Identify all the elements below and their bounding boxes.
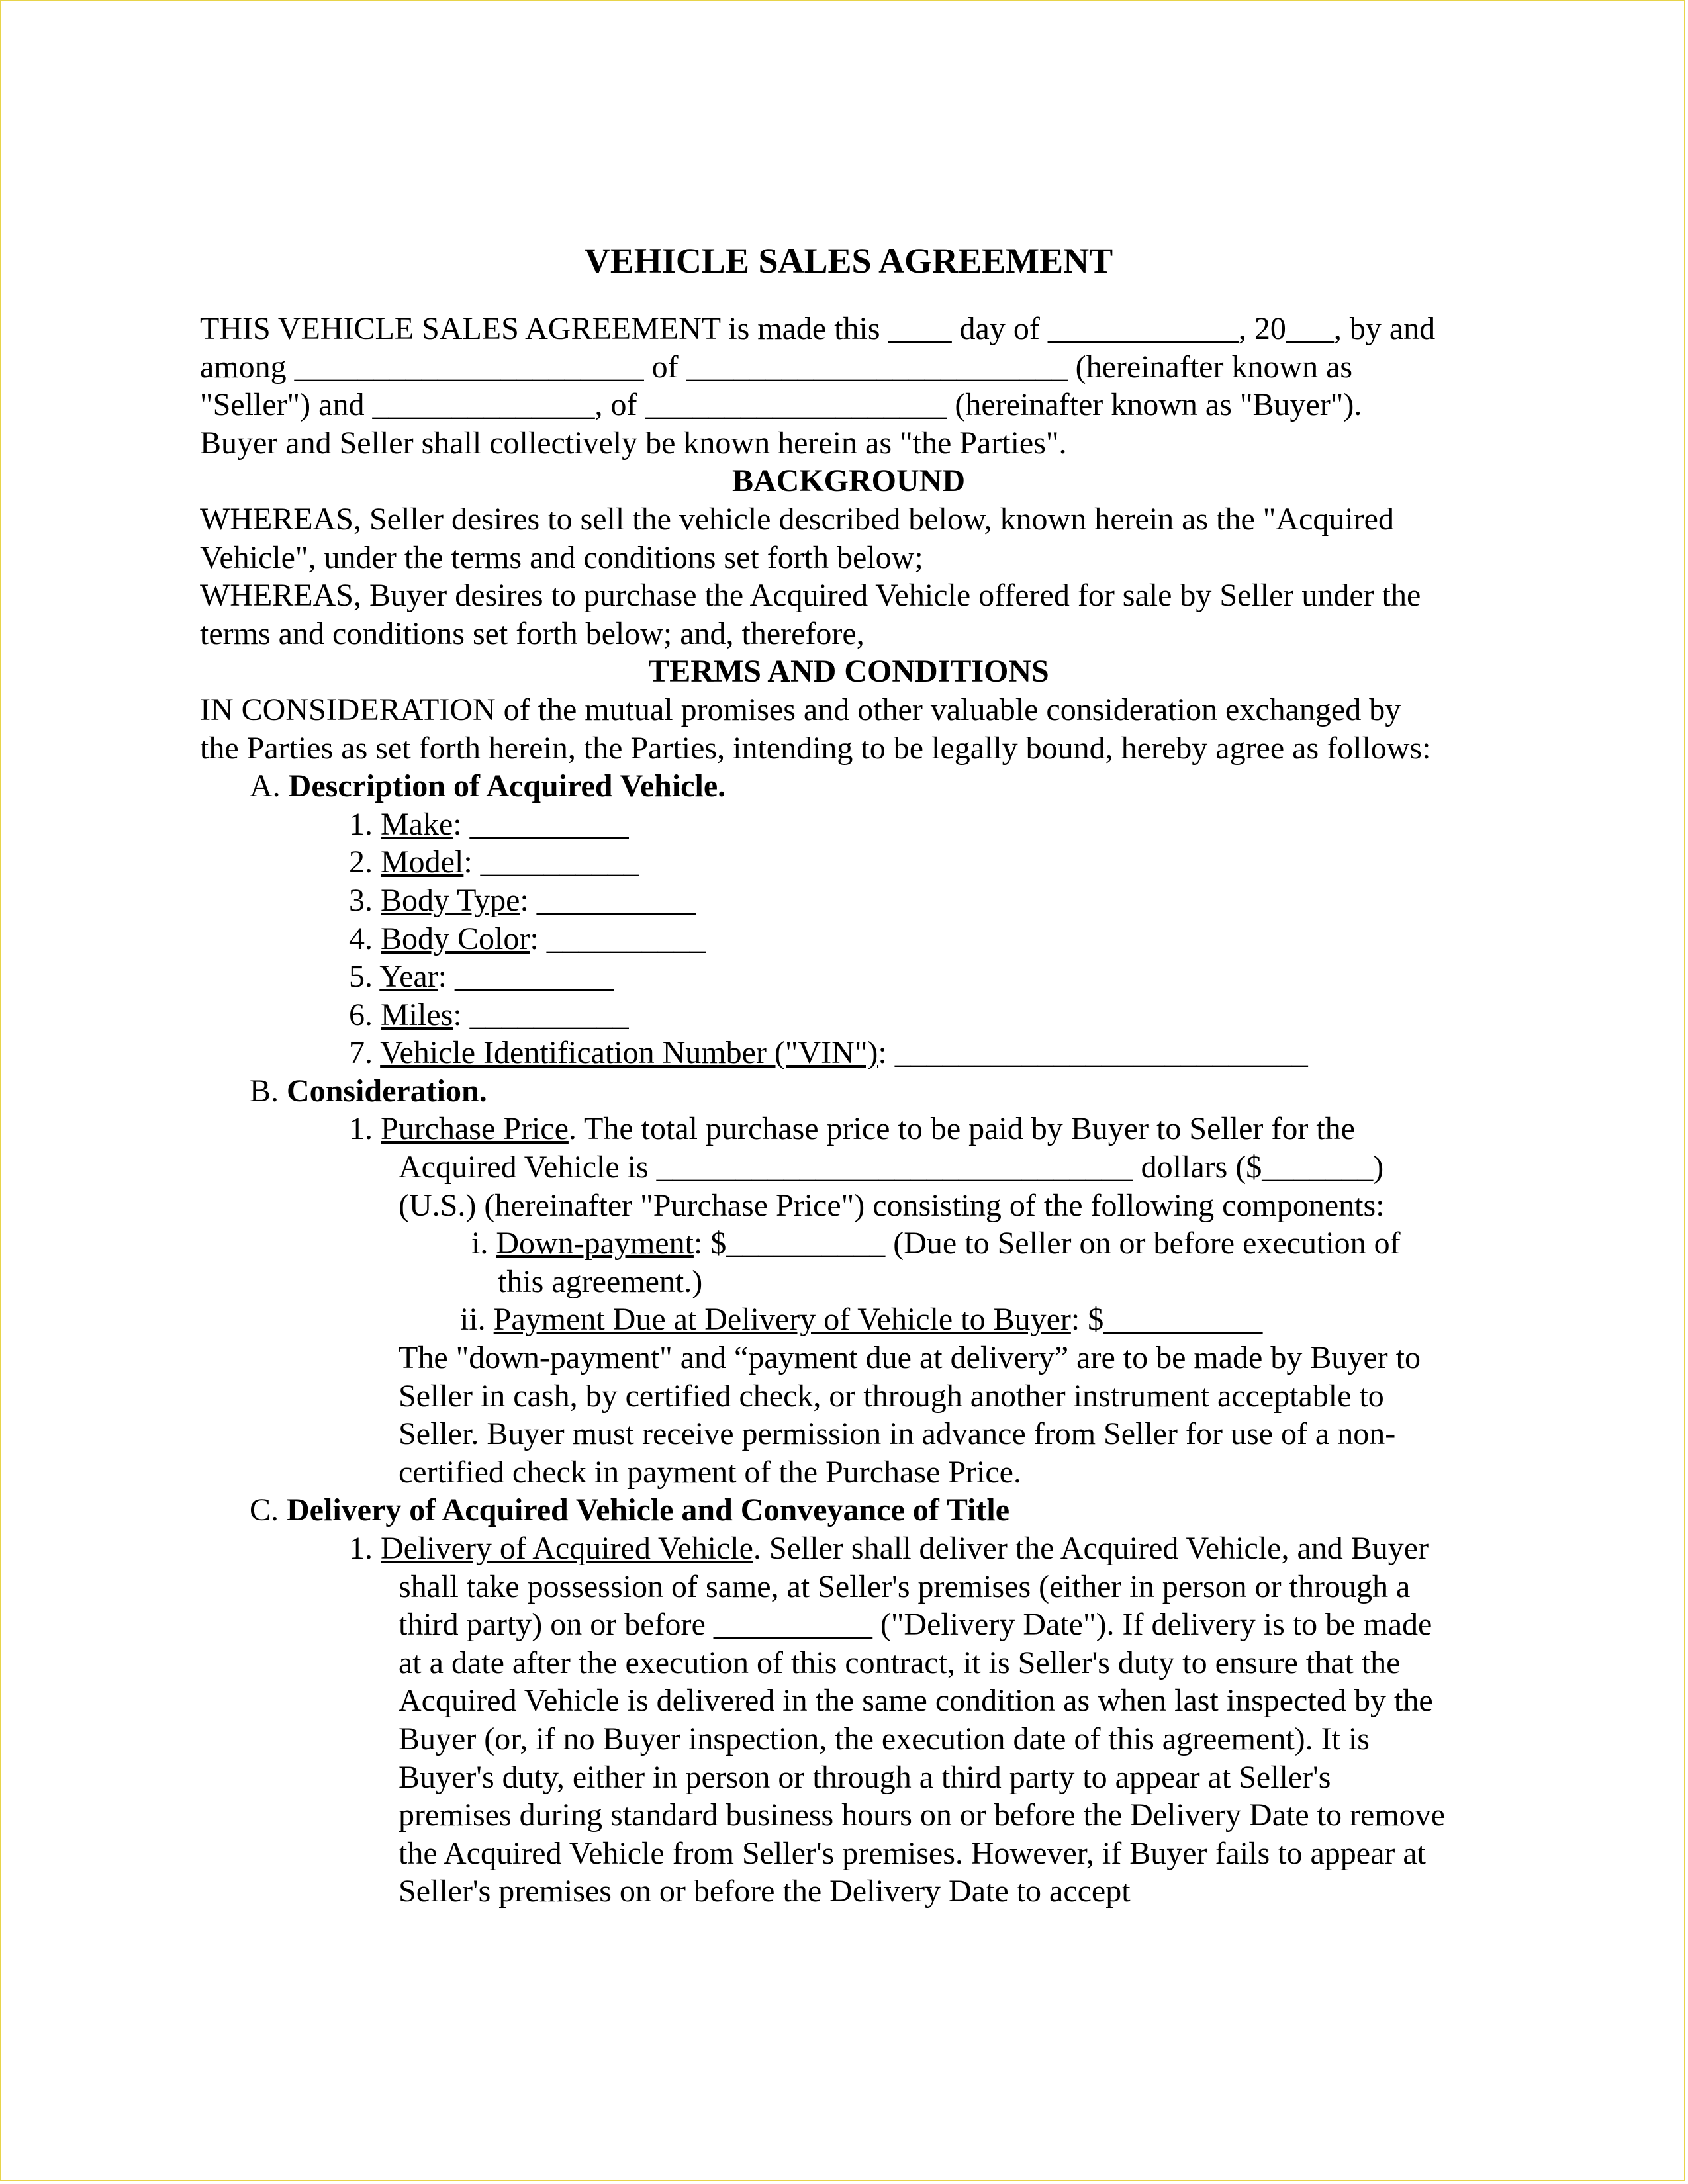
section-title: Delivery of Acquired Vehicle and Conveyance of Title [287, 1492, 1009, 1528]
clause-line: the Acquired Vehicle from Seller's premises. However, if Buyer fails to appear at [399, 1835, 1427, 1871]
clause-line: shall take possession of same, at Seller's premises (either in person or through a [399, 1569, 1411, 1604]
list-item-model [200, 843, 1497, 882]
clause-line: (U.S.) (hereinafter "Purchase Price") consisting of the following components: [399, 1187, 1385, 1223]
item-number: 6. [349, 997, 381, 1032]
down-payment-cont: this agreement.) [498, 1263, 703, 1299]
intro-paragraph [200, 310, 1497, 462]
item-number: ii. [460, 1302, 494, 1338]
item-number: i. [471, 1226, 496, 1261]
item-number: 1. [349, 1111, 381, 1147]
clause-line: premises during standard business hours on or before the Delivery Date to remove [399, 1797, 1445, 1833]
item-label: Payment Due at Delivery of Vehicle to Buyer [493, 1302, 1071, 1338]
item-number: 5. [349, 959, 380, 995]
item-number: 1. [349, 1531, 381, 1566]
terms-intro-line: the Parties as set forth herein, the Parties, intending to be legally bound, hereby agree as follows: [200, 730, 1431, 766]
section-a-heading [200, 767, 1497, 805]
intro-line: Buyer and Seller shall collectively be known herein as "the Parties". [200, 425, 1067, 461]
clause-line: Seller's premises on or before the Delivery Date to accept [399, 1874, 1131, 1909]
down-payment-item [200, 1224, 1497, 1263]
item-label: Body Type [381, 882, 520, 918]
item-label: Year [379, 959, 438, 995]
section-letter: B. [250, 1073, 287, 1109]
payment-note-line: Seller in cash, by certified check, or through another instrument acceptable to [399, 1378, 1384, 1414]
list-item-body-type [200, 882, 1497, 920]
section-b-heading [200, 1072, 1497, 1111]
section-c-heading [200, 1491, 1497, 1529]
clause-line: Buyer's duty, either in person or through a third party to appear at Seller's [399, 1759, 1331, 1795]
vehicle-description-list [200, 805, 1497, 1072]
clause-line: Acquired Vehicle is ______________________________ dollars ($_______) [399, 1150, 1384, 1185]
item-label: Make [381, 806, 453, 842]
terms-heading: TERMS AND CONDITIONS [648, 654, 1049, 690]
item-text: : $__________ [1070, 1302, 1263, 1338]
payment-note-line: Seller. Buyer must receive permission in advance from Seller for use of a non- [399, 1416, 1396, 1452]
background-line: WHEREAS, Seller desires to sell the vehicle described below, known herein as the "Acquired [200, 501, 1394, 537]
item-blank: : __________ [520, 882, 696, 918]
background-line: WHEREAS, Buyer desires to purchase the Acquired Vehicle offered for sale by Seller under the [200, 578, 1421, 614]
item-text: : $__________ (Due to Seller on or before execution of [693, 1226, 1401, 1261]
list-item-make [200, 805, 1497, 844]
clause-text: . The total purchase price to be paid by Buyer to Seller for the [568, 1111, 1355, 1147]
section-title: Consideration. [287, 1073, 487, 1109]
document-body [200, 240, 1497, 1911]
section-letter: A. [250, 768, 289, 804]
background-heading: BACKGROUND [731, 463, 965, 499]
purchase-price-clause [200, 1110, 1497, 1148]
item-blank: : __________ [453, 997, 629, 1032]
clause-line: Buyer (or, if no Buyer inspection, the execution date of this agreement). It is [399, 1721, 1370, 1756]
terms-intro-line: IN CONSIDERATION of the mutual promises and other valuable consideration exchanged by [200, 692, 1401, 727]
clause-text: . Seller shall deliver the Acquired Vehicle, and Buyer [753, 1531, 1429, 1566]
item-blank: : __________ [438, 959, 614, 995]
item-blank: : __________ [530, 921, 706, 956]
intro-line: among ______________________ of ________________________ (hereinafter known as [200, 349, 1353, 385]
payment-note-line: The "down-payment" and “payment due at delivery” are to be made by Buyer to [399, 1340, 1421, 1376]
item-number: 3. [349, 882, 381, 918]
intro-line: THIS VEHICLE SALES AGREEMENT is made this ____ day of ____________, 20___, by and [200, 311, 1436, 346]
item-number: 7. [349, 1035, 381, 1071]
background-section [200, 500, 1497, 653]
item-label: Down-payment [496, 1226, 694, 1261]
item-label: Model [381, 844, 464, 880]
item-label: Miles [381, 997, 453, 1032]
payment-note [200, 1339, 1497, 1491]
list-item-vin [200, 1034, 1497, 1072]
clause-line: at a date after the execution of this contract, it is Seller's duty to ensure that the [399, 1645, 1401, 1680]
delivery-clause-body [200, 1568, 1497, 1911]
clause-label: Delivery of Acquired Vehicle [381, 1531, 753, 1566]
background-line: terms and conditions set forth below; and, therefore, [200, 615, 865, 651]
intro-line: "Seller") and ______________, of ___________________ (hereinafter known as "Buyer"). [200, 387, 1362, 423]
list-item-year [200, 958, 1497, 996]
clause-line: Acquired Vehicle is delivered in the same condition as when last inspected by the [399, 1683, 1433, 1719]
clause-label: Purchase Price [381, 1111, 569, 1147]
item-blank: : __________________________ [878, 1035, 1308, 1071]
item-blank: : __________ [463, 844, 639, 880]
clause-line: third party) on or before __________ ("Delivery Date"). If delivery is to be made [399, 1607, 1432, 1643]
list-item-body-color [200, 920, 1497, 958]
background-line: Vehicle", under the terms and conditions set forth below; [200, 539, 923, 575]
terms-intro [200, 691, 1497, 767]
item-number: 2. [349, 844, 381, 880]
section-letter: C. [250, 1492, 287, 1528]
item-number: 1. [349, 806, 381, 842]
delivery-clause [200, 1529, 1497, 1568]
item-label: Vehicle Identification Number ("VIN") [380, 1035, 878, 1071]
item-label: Body Color [381, 921, 530, 956]
section-title: Description of Acquired Vehicle. [288, 768, 726, 804]
payment-note-line: certified check in payment of the Purchase Price. [399, 1454, 1021, 1490]
delivery-payment-item [200, 1300, 1497, 1339]
item-number: 4. [349, 921, 381, 956]
item-blank: : __________ [453, 806, 629, 842]
document-title: VEHICLE SALES AGREEMENT [584, 241, 1113, 281]
list-item-miles [200, 996, 1497, 1034]
